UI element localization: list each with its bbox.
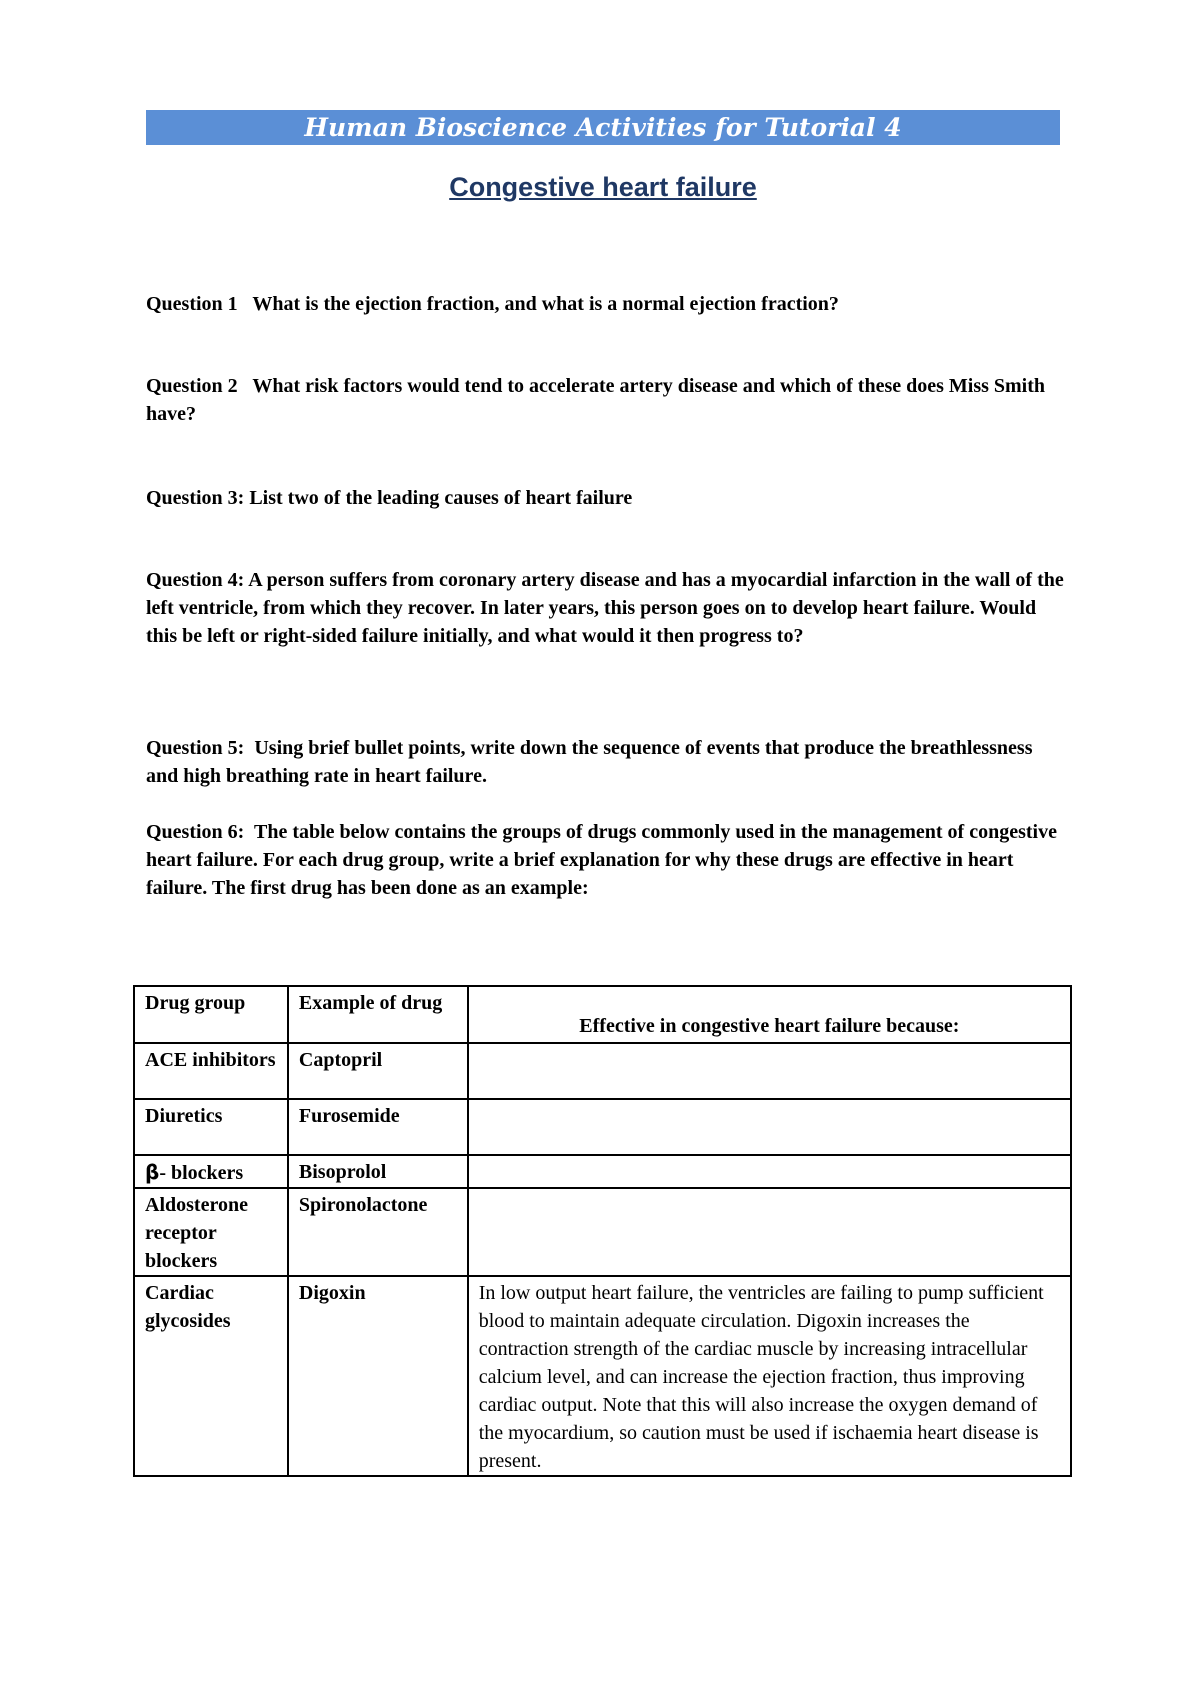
- drug-example-cell: Spironolactone: [288, 1188, 468, 1276]
- question-4: [146, 566, 1066, 650]
- page-title: Congestive heart failure: [449, 172, 757, 202]
- table-header-row: [134, 986, 1071, 1043]
- drug-group-text: - blockers: [159, 1162, 244, 1184]
- question-label: Question 6:: [146, 821, 254, 843]
- header-effective-because: Effective in congestive heart failure because:: [468, 986, 1071, 1043]
- header-example-drug: Example of drug: [288, 986, 468, 1043]
- drug-effect-cell: In low output heart failure, the ventricles are failing to pump sufficient blood to maintain adequate circulation. Digoxin increases the contraction strength of the cardiac muscle by increasing intracellular calcium level, and can increase the ejection fraction, thus improving cardiac output. Note that this will also increase the oxygen demand of the myocardium, so caution must be used if ischaemia heart disease is present.: [468, 1276, 1071, 1476]
- drug-example-cell: Furosemide: [288, 1099, 468, 1155]
- table-row: [134, 1188, 1071, 1276]
- question-text: List two of the leading causes of heart failure: [249, 487, 633, 509]
- table-row: [134, 1099, 1071, 1155]
- question-text: A person suffers from coronary artery disease and has a myocardial infarction in the wall of the left ventricle, from which they recover. In later years, this person goes on to develop heart failure. Would this be left or right-sided failure initially, and what would it then progress to?: [146, 569, 1064, 647]
- drug-group-cell: ACE inhibitors: [134, 1043, 288, 1099]
- question-label: Question 4:: [146, 569, 249, 591]
- table-row: [134, 1043, 1071, 1099]
- question-1: [146, 290, 1066, 318]
- question-text: Using brief bullet points, write down the sequence of events that produce the breathlessness and high breathing rate in heart failure.: [146, 737, 1033, 787]
- document-banner: Human Bioscience Activities for Tutorial 4: [146, 110, 1060, 145]
- drug-effect-cell[interactable]: [468, 1099, 1071, 1155]
- drug-group-cell: Cardiac glycosides: [134, 1276, 288, 1476]
- table-row: [134, 1155, 1071, 1188]
- drug-effect-cell[interactable]: [468, 1043, 1071, 1099]
- question-label: Question 3:: [146, 487, 250, 509]
- question-2: [146, 372, 1066, 428]
- question-label: Question 1: [146, 293, 253, 315]
- drug-group-cell: Aldosterone receptor blockers: [134, 1188, 288, 1276]
- question-5: [146, 734, 1066, 790]
- drug-group-cell: [134, 1155, 288, 1188]
- beta-symbol: β: [145, 1160, 160, 1184]
- question-text: What is the ejection fraction, and what is a normal ejection fraction?: [252, 293, 839, 315]
- drug-group-cell: Diuretics: [134, 1099, 288, 1155]
- question-label: Question 2: [146, 375, 253, 397]
- drug-table: [133, 985, 1072, 1477]
- drug-example-cell: Digoxin: [288, 1276, 468, 1476]
- drug-effect-cell[interactable]: [468, 1188, 1071, 1276]
- question-text: The table below contains the groups of drugs commonly used in the management of congestive heart failure. For each drug group, write a brief explanation for why these drugs are effective in heart failure. The first drug has been done as an example:: [146, 821, 1057, 899]
- header-drug-group: Drug group: [134, 986, 288, 1043]
- drug-example-cell: Bisoprolol: [288, 1155, 468, 1188]
- drug-effect-cell[interactable]: [468, 1155, 1071, 1188]
- question-label: Question 5:: [146, 737, 255, 759]
- question-3: [146, 484, 1066, 512]
- question-text: What risk factors would tend to accelerate artery disease and which of these does Miss Smith have?: [146, 375, 1046, 425]
- question-6: [146, 818, 1066, 902]
- table-row: [134, 1276, 1071, 1476]
- drug-example-cell: Captopril: [288, 1043, 468, 1099]
